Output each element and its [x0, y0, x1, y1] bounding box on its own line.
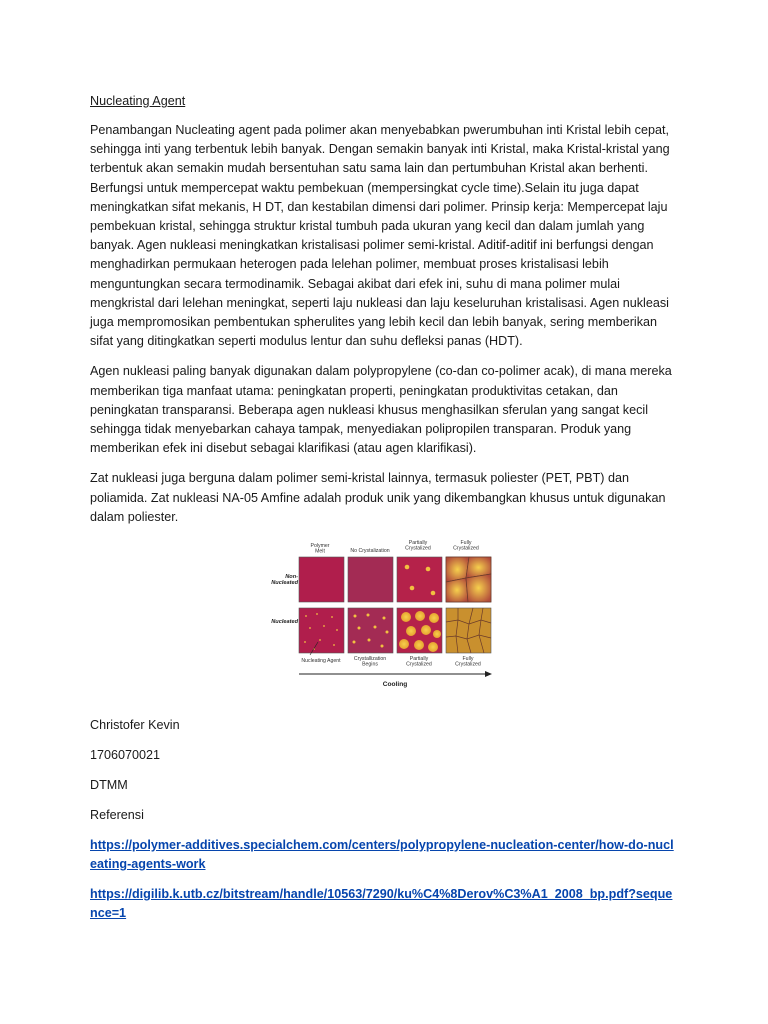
document-content [90, 92, 678, 934]
cell-melt [299, 557, 344, 602]
top-label-1: Polymer Melt [310, 543, 330, 555]
bottom-label-4: Fully Crystalized [455, 656, 481, 668]
author-name: Christofer Kevin [90, 718, 180, 733]
bottom-label-1: Nucleating Agent [301, 658, 341, 665]
cell-partial-nucleated [397, 608, 442, 653]
cell-full-nucleated [446, 608, 491, 653]
page-title: Nucleating Agent [90, 94, 186, 108]
cooling-arrow-head [485, 671, 492, 677]
top-label-3: Partially Crystalized [405, 540, 431, 552]
bottom-label-2: Crystallization Begins [353, 656, 387, 668]
reference-link-1[interactable] [90, 836, 678, 874]
paragraph-2: Agen nukleasi paling banyak digunakan dalam polypropylene (co-dan co-polimer acak), di mana mereka memberikan tiga manfaat utama: peningkatan properti, peningkatan produktivitas cetakan, dan peningkatan transparansi. Beberapa agen nukleasi khusus menghasilkan sferulan yang sangat kecil sehingga tidak menyebarkan cahaya tampak, menyediakan polipropilen transparan. Produk yang memberikan efek ini disebut sebagai klarifikasi (atau agen klarifikasi). [90, 364, 672, 456]
cell-partial-non [397, 557, 442, 602]
row-label-nucleated: Nucleated [271, 619, 298, 626]
reference-link-1-anchor[interactable]: https://polymer-additives.specialchem.com/centers/polypropylene-nucleation-center/how-do-nucleating-agents-work [90, 838, 674, 872]
cell-crystallization-begins [348, 608, 393, 653]
top-label-4: Fully Crystalized [453, 540, 479, 552]
row-label-non-nucleated: Non-Nucleated [271, 574, 298, 587]
nucleation-diagram [262, 538, 502, 698]
paragraph-1: Penambangan Nucleating agent pada polimer akan menyebabkan pwerumbuhan inti Kristal lebih cepat, sehingga inti yang terbentuk lebih banyak. Dengan semakin banyak inti Kristal, maka Kristal-kristal yang terbentuk akan semakin mudah bersentuhan satu sama lain dan pertumbuhan Kristal akan berhenti. Berfungsi untuk mempercepat waktu pembekuan (mempersingkat cycle time).Selain itu juga dapat meningkatkan sifat mekanis, H DT, dan kestabilan dimensi dari polimer. Prinsip kerja: Mempercepat laju pembekuan kristal, sehingga struktur kristal tumbuh pada ukuran yang kecil dan dalam jumlah yang banyak. Agen nukleasi meningkatkan kristalisasi polimer semi-kristal. Aditif-aditif ini berfungsi dengan menghadirkan permukaan heterogen pada lelehan polimer, membuat proses kristalisasi lebih menguntungkan secara termodinamik. Sebagai akibat dari efek ini, suhu di mana polimer mulai mengkristal dari lelehan meningkat, seperti laju nukleasi dan laju keseluruhan kristalisasi. Agen nukleasi juga mempromosikan pembentukan spherulites yang lebih kecil dan lebih banyak, sering memberikan sifat yang ditingkatkan seperti modulus lentur dan suhu defleksi panas (HDT). [90, 123, 670, 349]
references-heading: Referensi [90, 808, 144, 823]
axis-label-cooling: Cooling [382, 681, 408, 689]
reference-link-2-anchor[interactable]: https://digilib.k.utb.cz/bitstream/handle/10563/7290/ku%C4%8Derov%C3%A1_2008_bp.pdf?sequence=1 [90, 887, 673, 921]
cell-nucleating-agent [299, 608, 344, 655]
bottom-label-3: Partially Crystalized [406, 656, 432, 668]
author-dept: DTMM [90, 778, 128, 793]
reference-link-2[interactable] [90, 885, 678, 923]
paragraph-3: Zat nukleasi juga berguna dalam polimer semi-kristal lainnya, termasuk poliester (PET, PBT) dan poliamida. Zat nukleasi NA-05 Amfine adalah produk unik yang dikembangkan khusus untuk digunakan dalam poliester. [90, 471, 666, 524]
top-label-2: No Crystalization [350, 548, 390, 555]
author-id: 1706070021 [90, 748, 161, 763]
cell-full-non [446, 557, 491, 602]
nucleation-figure [90, 538, 678, 698]
cell-no-crystal [348, 557, 393, 602]
